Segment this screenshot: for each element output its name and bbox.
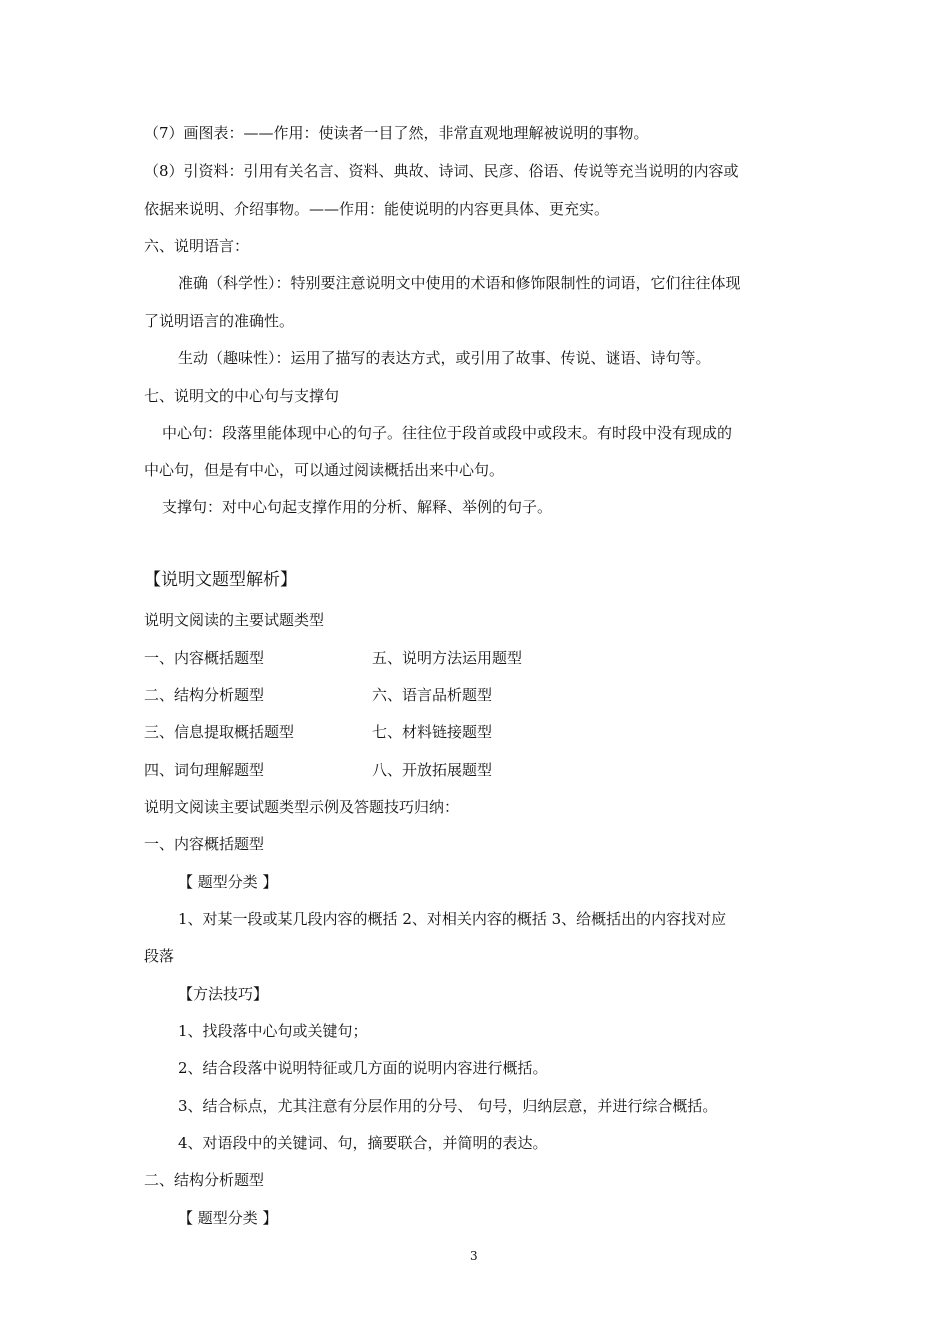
section-heading: 二、结构分析题型 (144, 1171, 265, 1189)
text-line: 段落 (144, 947, 175, 965)
subheading: 【方法技巧】 (178, 985, 269, 1003)
list-item: 七、材料链接题型 (372, 723, 493, 741)
list-item: 五、说明方法运用题型 (372, 649, 523, 667)
list-item: 一、内容概括题型 (144, 649, 265, 667)
page-title: 【说明文题型解析】 (144, 570, 297, 590)
text-line: （7）画图表：——作用：使读者一目了然，非常直观地理解被说明的事物。 (144, 124, 649, 142)
text-line: 依据来说明、介绍事物。——作用：能使说明的内容更具体、更充实。 (144, 200, 610, 218)
text-line: 生动（趣味性）：运用了描写的表达方式，或引用了故事、传说、谜语、诗句等。 (178, 349, 711, 367)
text-line: 中心句，但是有中心，可以通过阅读概括出来中心句。 (144, 461, 505, 479)
text-line: 1、对某一段或某几段内容的概括 2、对相关内容的概括 3、给概括出的内容找对应 (178, 910, 727, 928)
text-line: 3、结合标点，尤其注意有分层作用的分号、 句号，归纳层意，并进行综合概括。 (178, 1097, 718, 1115)
text-line: 中心句：段落里能体现中心的句子。往往位于段首或段中或段末。有时段中没有现成的 (162, 424, 733, 442)
text-line: 支撑句：对中心句起支撑作用的分析、解释、举例的句子。 (162, 498, 553, 516)
subheading: 【 题型分类 】 (178, 1209, 278, 1227)
text-line: 说明文阅读主要试题类型示例及答题技巧归纳： (144, 798, 460, 816)
section-heading: 七、说明文的中心句与支撑句 (144, 387, 340, 405)
list-item: 八、开放拓展题型 (372, 761, 493, 779)
section-heading: 六、说明语言： (144, 237, 250, 255)
text-line: 1、找段落中心句或关键句； (178, 1022, 368, 1040)
list-item: 四、词句理解题型 (144, 761, 265, 779)
list-item: 六、语言品析题型 (372, 686, 493, 704)
text-line: （8）引资料：引用有关名言、资料、典故、诗词、民彦、俗语、传说等充当说明的内容或 (144, 162, 739, 180)
text-line: 说明文阅读的主要试题类型 (144, 611, 325, 629)
list-item: 三、信息提取概括题型 (144, 723, 295, 741)
text-line: 2、结合段落中说明特征或几方面的说明内容进行概括。 (178, 1059, 548, 1077)
text-line: 准确（科学性）：特别要注意说明文中使用的术语和修饰限制性的词语，它们往往体现 (178, 274, 741, 292)
text-line: 4、对语段中的关键词、句，摘要联合，并简明的表达。 (178, 1134, 548, 1152)
section-heading: 一、内容概括题型 (144, 835, 265, 853)
list-item: 二、结构分析题型 (144, 686, 265, 704)
subheading: 【 题型分类 】 (178, 873, 278, 891)
text-line: 了说明语言的准确性。 (144, 312, 295, 330)
page-number: 3 (470, 1249, 478, 1263)
